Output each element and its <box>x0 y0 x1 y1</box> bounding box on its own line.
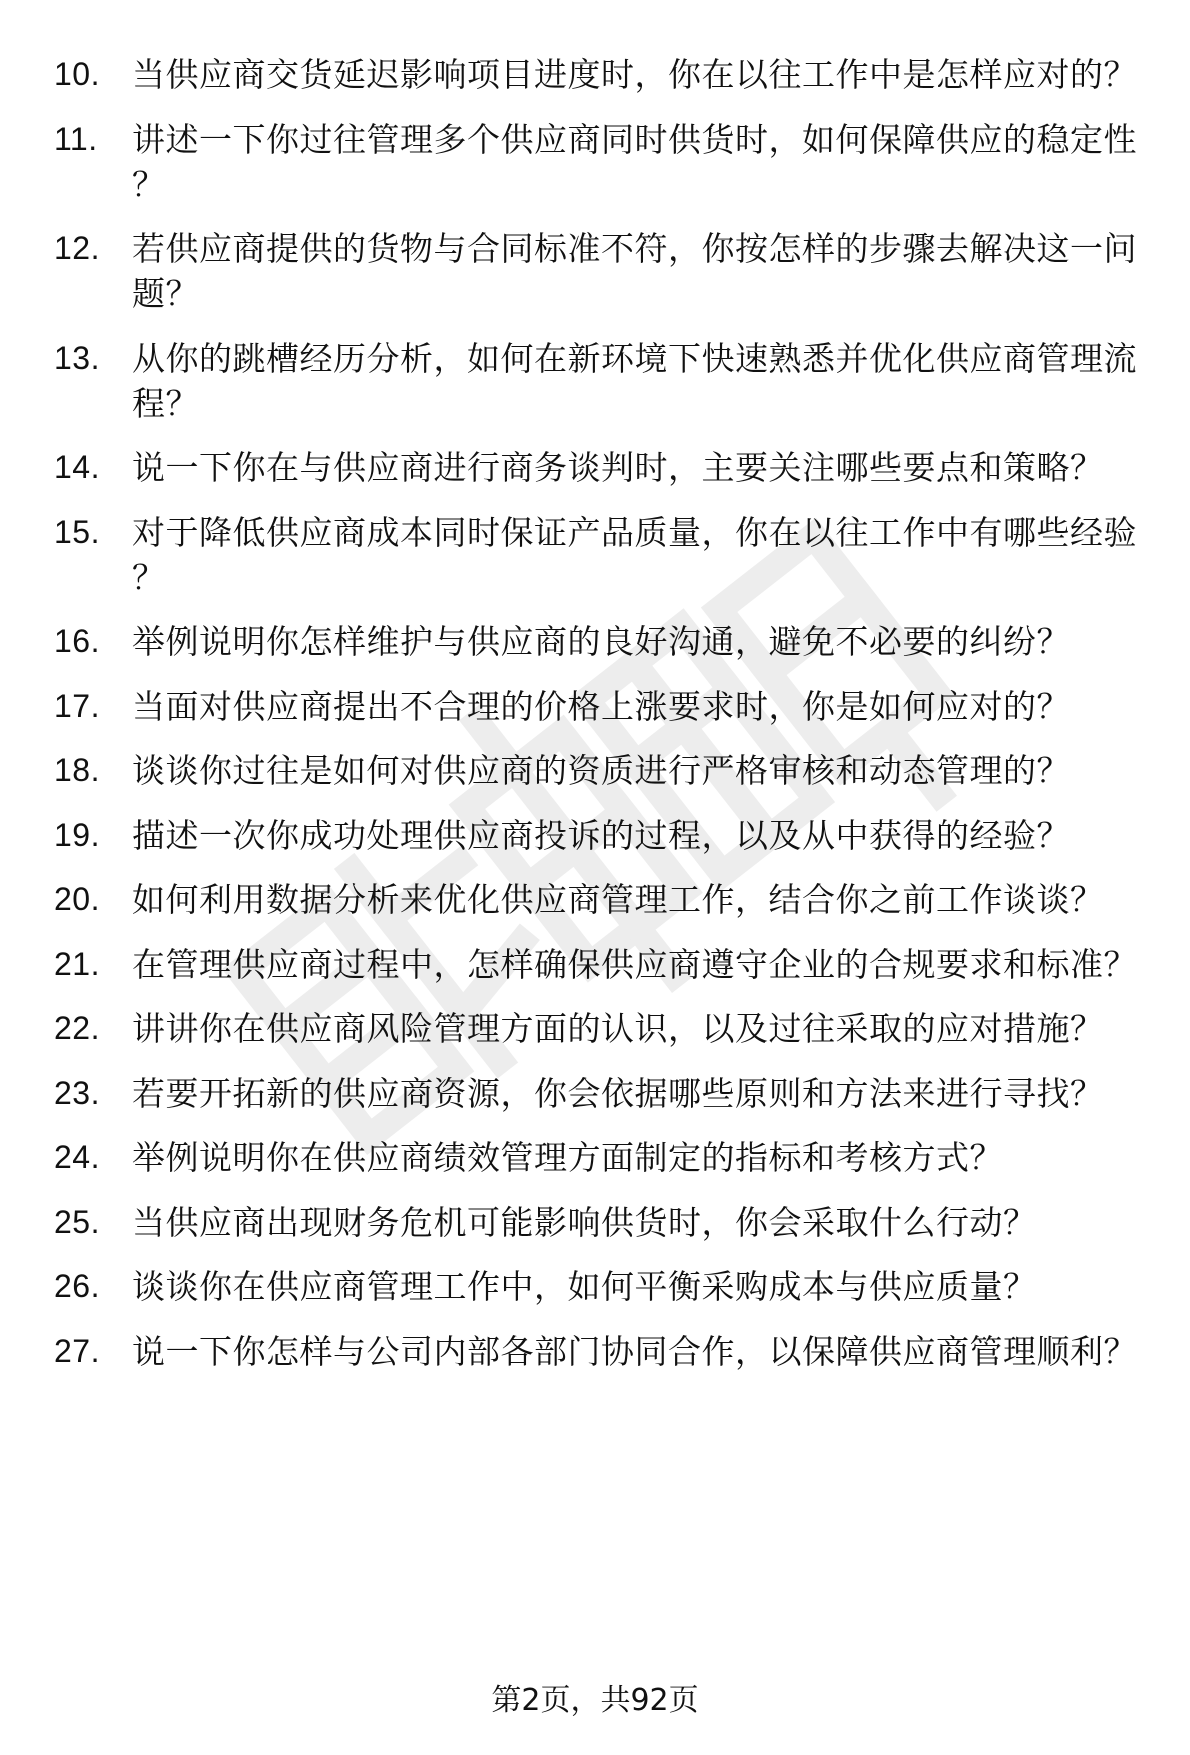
question-number: 16. <box>54 623 100 659</box>
question-item <box>0 1006 1150 1051</box>
page-number-label: 第2页，共92页 <box>491 1683 699 1718</box>
question-text: 如何利用数据分析来优化供应商管理工作，结合你之前工作谈谈？ <box>132 880 1104 919</box>
page-footer <box>0 1681 1190 1721</box>
question-text: 讲述一下你过往管理多个供应商同时供货时，如何保障供应的稳定性？ <box>132 119 1137 204</box>
question-item <box>0 1329 1150 1374</box>
question-text: 当供应商出现财务危机可能影响供货时，你会采取什么行动？ <box>132 1202 1037 1242</box>
question-number: 19. <box>54 816 100 853</box>
question-text: 讲讲你在供应商风险管理方面的认识，以及过往采取的应对措施？ <box>132 1009 1104 1048</box>
question-number: 13. <box>54 339 100 376</box>
question-item <box>0 942 1150 987</box>
question-item <box>0 226 1150 316</box>
question-number: 24. <box>54 1139 100 1175</box>
question-text: 描述一次你成功处理供应商投诉的过程，以及从中获得的经验？ <box>132 815 1070 855</box>
question-number: 14. <box>54 449 100 485</box>
question-number: 26. <box>54 1268 100 1304</box>
question-number: 22. <box>54 1010 100 1046</box>
question-text: 当供应商交货延迟影响项目进度时，你在以往工作中是怎样应对的？ <box>132 55 1137 94</box>
question-item <box>0 619 1150 664</box>
question-number: 27. <box>54 1332 100 1369</box>
question-number: 11. <box>54 120 98 157</box>
question-item <box>0 510 1150 600</box>
question-item <box>0 52 1150 97</box>
question-item <box>0 1135 1150 1180</box>
question-text: 举例说明你怎样维护与供应商的良好沟通，避免不必要的纠纷？ <box>132 622 1070 661</box>
question-text: 说一下你在与供应商进行商务谈判时，主要关注哪些要点和策略？ <box>132 448 1104 487</box>
question-text: 对于降低供应商成本同时保证产品质量，你在以往工作中有哪些经验？ <box>132 512 1137 597</box>
question-text: 当面对供应商提出不合理的价格上涨要求时，你是如何应对的？ <box>132 686 1070 726</box>
question-list <box>0 52 1190 1393</box>
question-text: 若供应商提供的货物与合同标准不符，你按怎样的步骤去解决这一问题？ <box>132 229 1137 313</box>
question-item <box>0 1264 1150 1309</box>
question-text: 若要开拓新的供应商资源，你会依据哪些原则和方法来进行寻找？ <box>132 1073 1104 1113</box>
question-number: 23. <box>54 1074 100 1111</box>
question-item <box>0 117 1150 207</box>
question-text: 说一下你怎样与公司内部各部门协同合作，以保障供应商管理顺利？ <box>132 1331 1137 1371</box>
question-item <box>0 813 1150 858</box>
question-item <box>0 1071 1150 1116</box>
question-number: 10. <box>54 56 100 92</box>
question-text: 谈谈你过往是如何对供应商的资质进行严格审核和动态管理的？ <box>132 751 1070 790</box>
question-text: 在管理供应商过程中，怎样确保供应商遵守企业的合规要求和标准？ <box>132 944 1137 984</box>
question-item <box>0 336 1150 426</box>
question-number: 17. <box>54 687 100 724</box>
question-number: 15. <box>54 513 100 550</box>
question-number: 12. <box>54 230 100 266</box>
question-text: 谈谈你在供应商管理工作中，如何平衡采购成本与供应质量？ <box>132 1267 1037 1306</box>
question-number: 20. <box>54 881 100 917</box>
question-number: 18. <box>54 752 100 788</box>
question-item <box>0 748 1150 793</box>
question-item <box>0 445 1150 490</box>
question-number: 25. <box>54 1203 100 1240</box>
question-item <box>0 877 1150 922</box>
question-number: 21. <box>54 945 100 982</box>
question-item <box>0 684 1150 729</box>
question-item <box>0 1200 1150 1245</box>
question-text: 从你的跳槽经历分析，如何在新环境下快速熟悉并优化供应商管理流程？ <box>132 338 1137 423</box>
question-text: 举例说明你在供应商绩效管理方面制定的指标和考核方式？ <box>132 1138 1003 1177</box>
